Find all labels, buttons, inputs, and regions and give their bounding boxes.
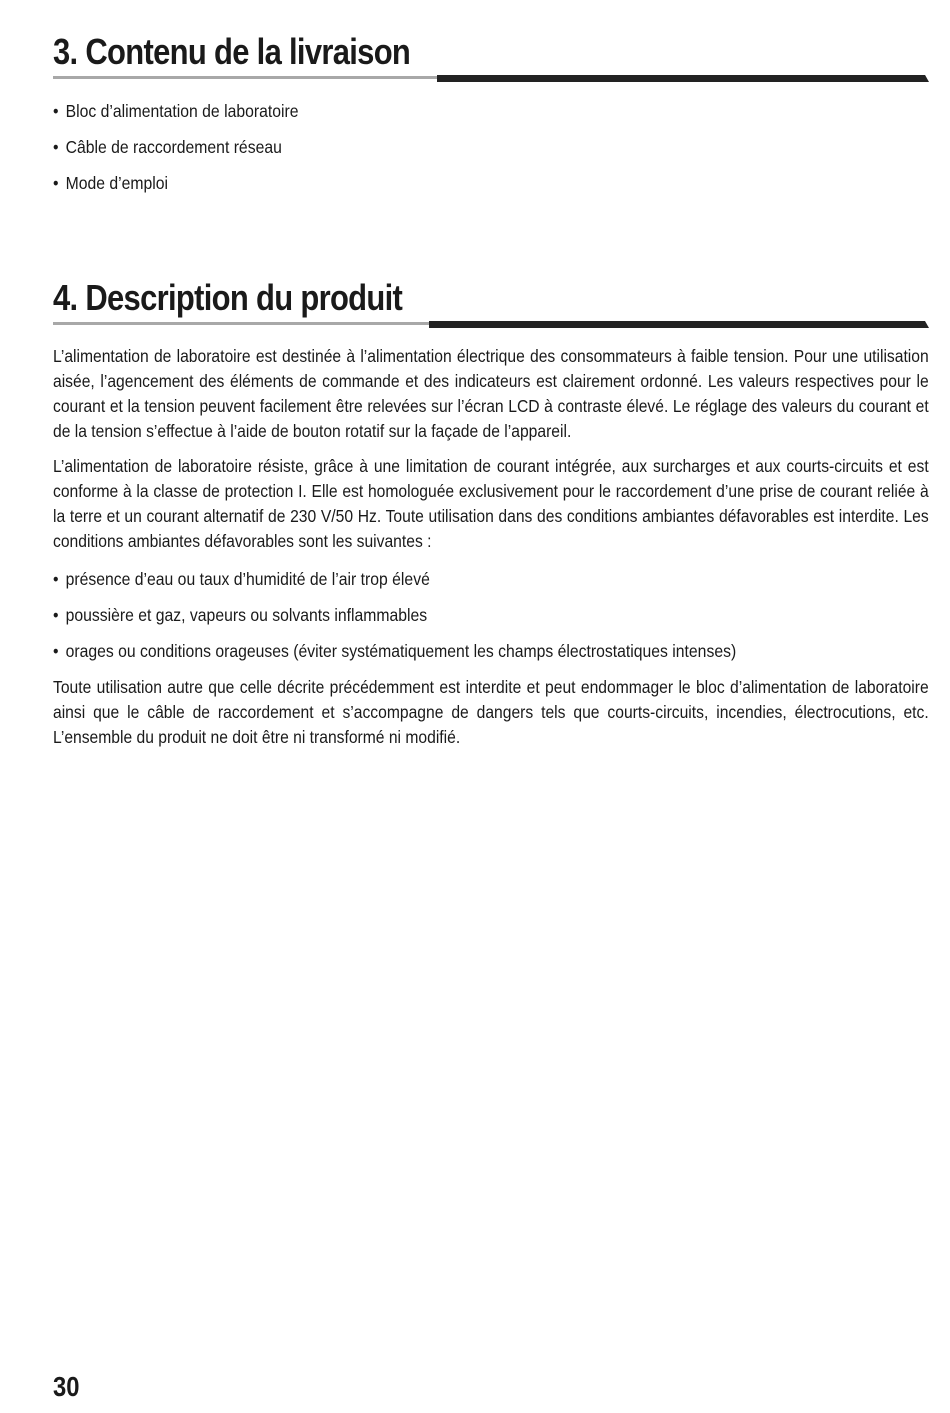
- list-item-text: poussière et gaz, vapeurs ou solvants inflammables: [65, 605, 428, 625]
- list-item: [53, 568, 841, 590]
- list-item: [53, 172, 841, 194]
- bullet-glyph: •: [53, 173, 59, 193]
- paragraph-block: [53, 675, 929, 750]
- list-item-text: orages ou conditions orageuses (éviter systématiquement les champs électrostatiques intenses): [65, 641, 737, 661]
- heading-rule-dark: [429, 321, 929, 328]
- paragraph-3: Toute utilisation autre que celle décrite précédemment est interdite et peut endommager le bloc d’alimentation de laboratoire ainsi que le câble de raccordement et s’accompagne de dangers tels que courts-circuits, incendies, électrocutions, etc. L’ensemble du produit ne doit être ni transformé ni modifié.: [53, 677, 929, 747]
- heading-rule-light: [53, 76, 437, 79]
- section-3-title: 3. Contenu de la livraison: [53, 31, 411, 72]
- section-4-title: 4. Description du produit: [53, 277, 403, 318]
- list-item: [53, 136, 841, 158]
- paragraph-2: L’alimentation de laboratoire résiste, grâce à une limitation de courant intégrée, aux surcharges et aux courts-circuits et est conforme à la classe de protection I. Elle est homologuée exclusivement pour le raccordement d’une prise de courant reliée à la terre et un courant alternatif de 230 V/50 Hz. Toute utilisation dans des conditions ambiantes défavorables est interdite. Les conditions ambiantes défavorables sont les suivantes :: [53, 456, 929, 551]
- page-number: 30: [53, 1371, 80, 1402]
- list-item: [53, 100, 841, 122]
- list-item-text: présence d’eau ou taux d’humidité de l’air trop élevé: [65, 569, 430, 589]
- heading-rule-light: [53, 322, 429, 325]
- list-item: [53, 640, 841, 662]
- heading-rule-dark: [437, 75, 929, 82]
- bullet-glyph: •: [53, 569, 59, 589]
- section-3-heading-block: [53, 32, 929, 78]
- bullet-glyph: •: [53, 641, 59, 661]
- section-delivery-contents: [53, 32, 929, 194]
- paragraph-1: L’alimentation de laboratoire est destinée à l’alimentation électrique des consommateurs à faible tension. Pour une utilisation aisée, l’agencement des éléments de commande et des indicateurs est clairement ordonné. Les valeurs respectives pour le courant et la tension peuvent facilement être relevées sur l’écran LCD à contraste élevé. Le réglage des valeurs du courant et de la tension s’effectue à l’aide de bouton rotatif sur la façade de l’appareil.: [53, 346, 929, 441]
- list-item-text: Mode d’emploi: [65, 173, 169, 193]
- bullet-glyph: •: [53, 137, 59, 157]
- conditions-list: [53, 568, 929, 662]
- paragraph-block: [53, 454, 929, 554]
- list-item: [53, 604, 841, 626]
- list-item-text: Câble de raccordement réseau: [65, 137, 282, 157]
- section-product-description: [53, 278, 929, 750]
- list-item-text: Bloc d’alimentation de laboratoire: [65, 101, 299, 121]
- delivery-items-list: [53, 100, 929, 194]
- paragraph-block: [53, 344, 929, 444]
- section-4-heading-block: [53, 278, 929, 324]
- bullet-glyph: •: [53, 101, 59, 121]
- bullet-glyph: •: [53, 605, 59, 625]
